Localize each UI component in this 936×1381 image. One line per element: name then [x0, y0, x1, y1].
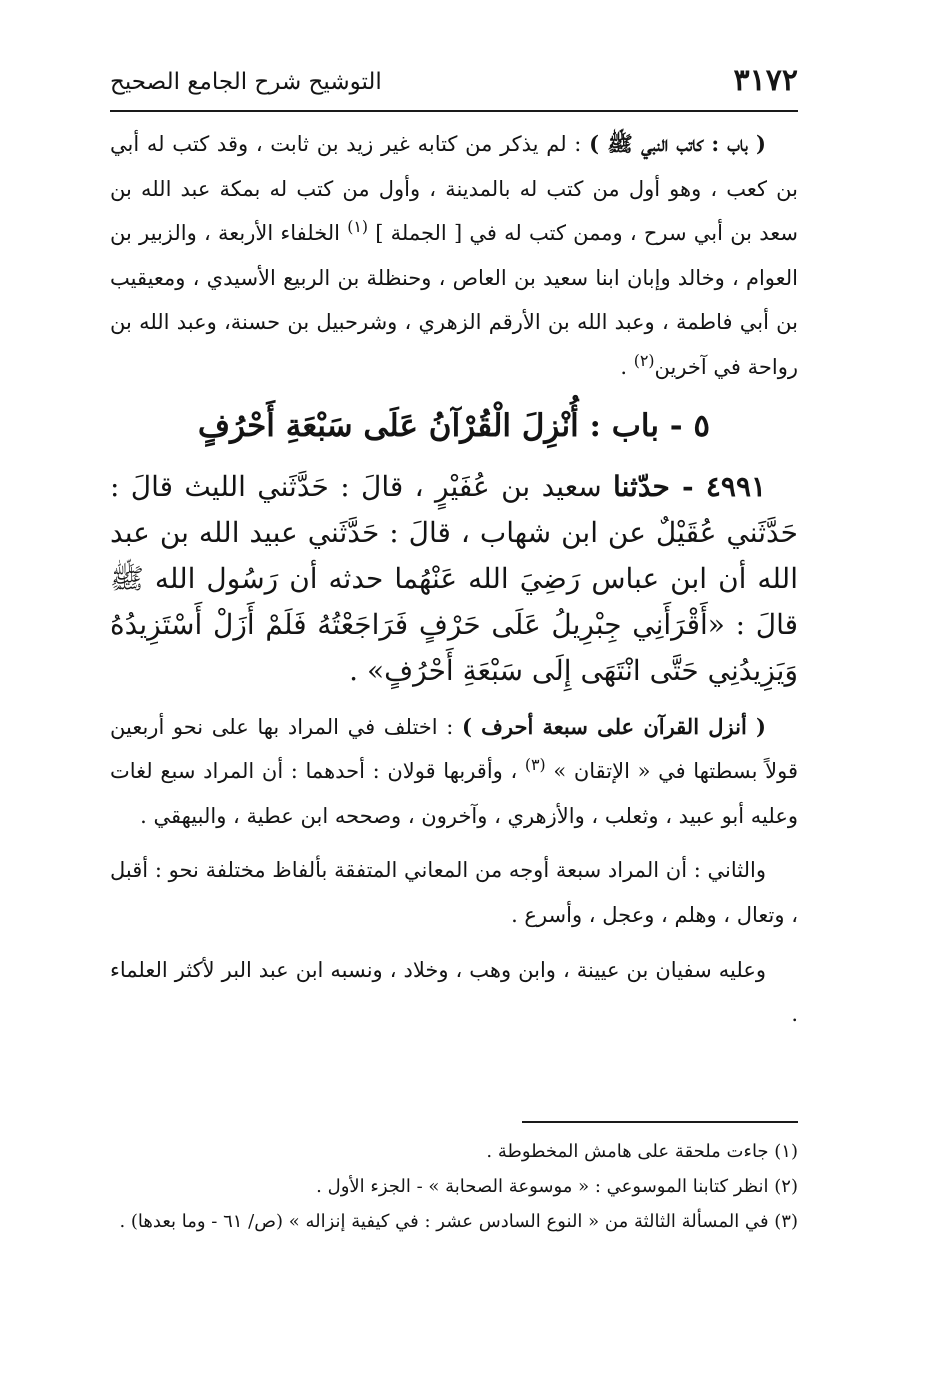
- commentary-paragraph-2: والثاني : أن المراد سبعة أوجه من المعاني المتفقة بألفاظ مختلفة نحو : أقبل ، وتعال ، وهلم ، وعجل ، وأسرع .: [110, 858, 798, 927]
- footnote-ref-1: (١): [347, 217, 368, 237]
- hadith-chain: سعيد بن عُفَيْرٍ ، قالَ : حَدَّثَني الليث قالَ : حَدَّثَني عُقَيْلٌ عن ابن شهاب ، قالَ : حَدَّثَني عبيد الله بن عبد الله أن ابن عباس رَضِيَ الله عَنْهُما حدثه أن رَسُول الله ﷺ قالَ :: [110, 469, 798, 642]
- commentary-paragraph-3: وعليه سفيان بن عيينة ، وابن وهب ، وخلاد ، ونسبه ابن عبد البر لأكثر العلماء .: [110, 957, 798, 1027]
- hadith-end: .: [349, 654, 367, 688]
- intro-bold-title: ( باب : كاتب النبي ﷺ ): [589, 131, 766, 156]
- commentary-bold-title: ( أنزل القرآن على سبعة أحرف ): [461, 713, 766, 739]
- hadith-paragraph: [110, 464, 798, 695]
- intro-text-c: .: [620, 354, 634, 379]
- intro-text-a: : لم يذكر من كتابه غير زيد بن ثابت ، وقد كتب له أبي بن كعب ، وهو أول من كتب له بالمدينة ، وأول من كتب له بمكة عبد الله بن سعد بن أبي سرح ، وممن كتب له في [ الجملة ]: [110, 132, 798, 246]
- running-title: التوشيح شرح الجامع الصحيح: [110, 69, 382, 95]
- footnote-2: (٢) انظر كتابنا الموسوعي : « موسوعة الصحابة » - الجزء الأول .: [316, 1176, 798, 1197]
- page-header: [110, 62, 798, 112]
- footnote-ref-2: (٢): [633, 350, 655, 370]
- hadith-quote: «أَقْرَأَنِي جِبْرِيلُ عَلَى حَرْفٍ فَرَاجَعْتُهُ فَلَمْ أَزَلْ أَسْتَزِيدُهُ وَيَزِيدُنِي حَتَّى انْتَهَى إِلَى سَبْعَةِ أَحْرُفٍ»: [110, 608, 798, 688]
- intro-paragraph: [110, 122, 798, 390]
- footnote-ref-3: (٣): [524, 755, 546, 775]
- page-number: ٣١٧٢: [733, 63, 798, 98]
- main-text: [110, 122, 798, 1037]
- hadith-number: ٤٩٩١ - حدّثنا: [613, 469, 767, 503]
- footnote-3: (٣) في المسألة الثالثة من « النوع السادس عشر : في كيفية إنزاله » (ص/ ٦١ - وما بعدها) .: [119, 1211, 798, 1232]
- header-rule: [110, 110, 798, 112]
- footnote-rule: [522, 1121, 798, 1123]
- chapter-heading: ٥ - باب : أُنْزِلَ الْقُرْآنُ عَلَى سَبْعَةِ أَحْرُفٍ: [197, 407, 711, 444]
- intro-text-b: الخلفاء الأربعة ، والزبير بن العوام ، وخالد وإبان ابنا سعيد بن العاص ، وحنظلة بن الربيع الأسيدي ، ومعيقيب بن أبي فاطمة ، وعبد الله بن الأرقم الزهري ، وشرحبيل بن حسنة، وعبد الله بن رواحة في آخرين: [110, 221, 798, 379]
- commentary-paragraph-1: [110, 705, 798, 839]
- footnotes: [110, 1136, 798, 1241]
- commentary-text-a: : اختلف في المراد بها على نحو أربعين قولاً بسطتها في « الإتقان »: [110, 714, 798, 784]
- commentary-text-b: ، وأقربها قولان : أحدهما : أن المراد سبع لغات وعليه أبو عبيد ، وثعلب ، والأزهري ، وآخرون ، وصححه ابن عطية ، والبيهقي .: [110, 759, 798, 828]
- footnote-1: (١) جاءت ملحقة على هامش المخطوطة .: [486, 1141, 798, 1162]
